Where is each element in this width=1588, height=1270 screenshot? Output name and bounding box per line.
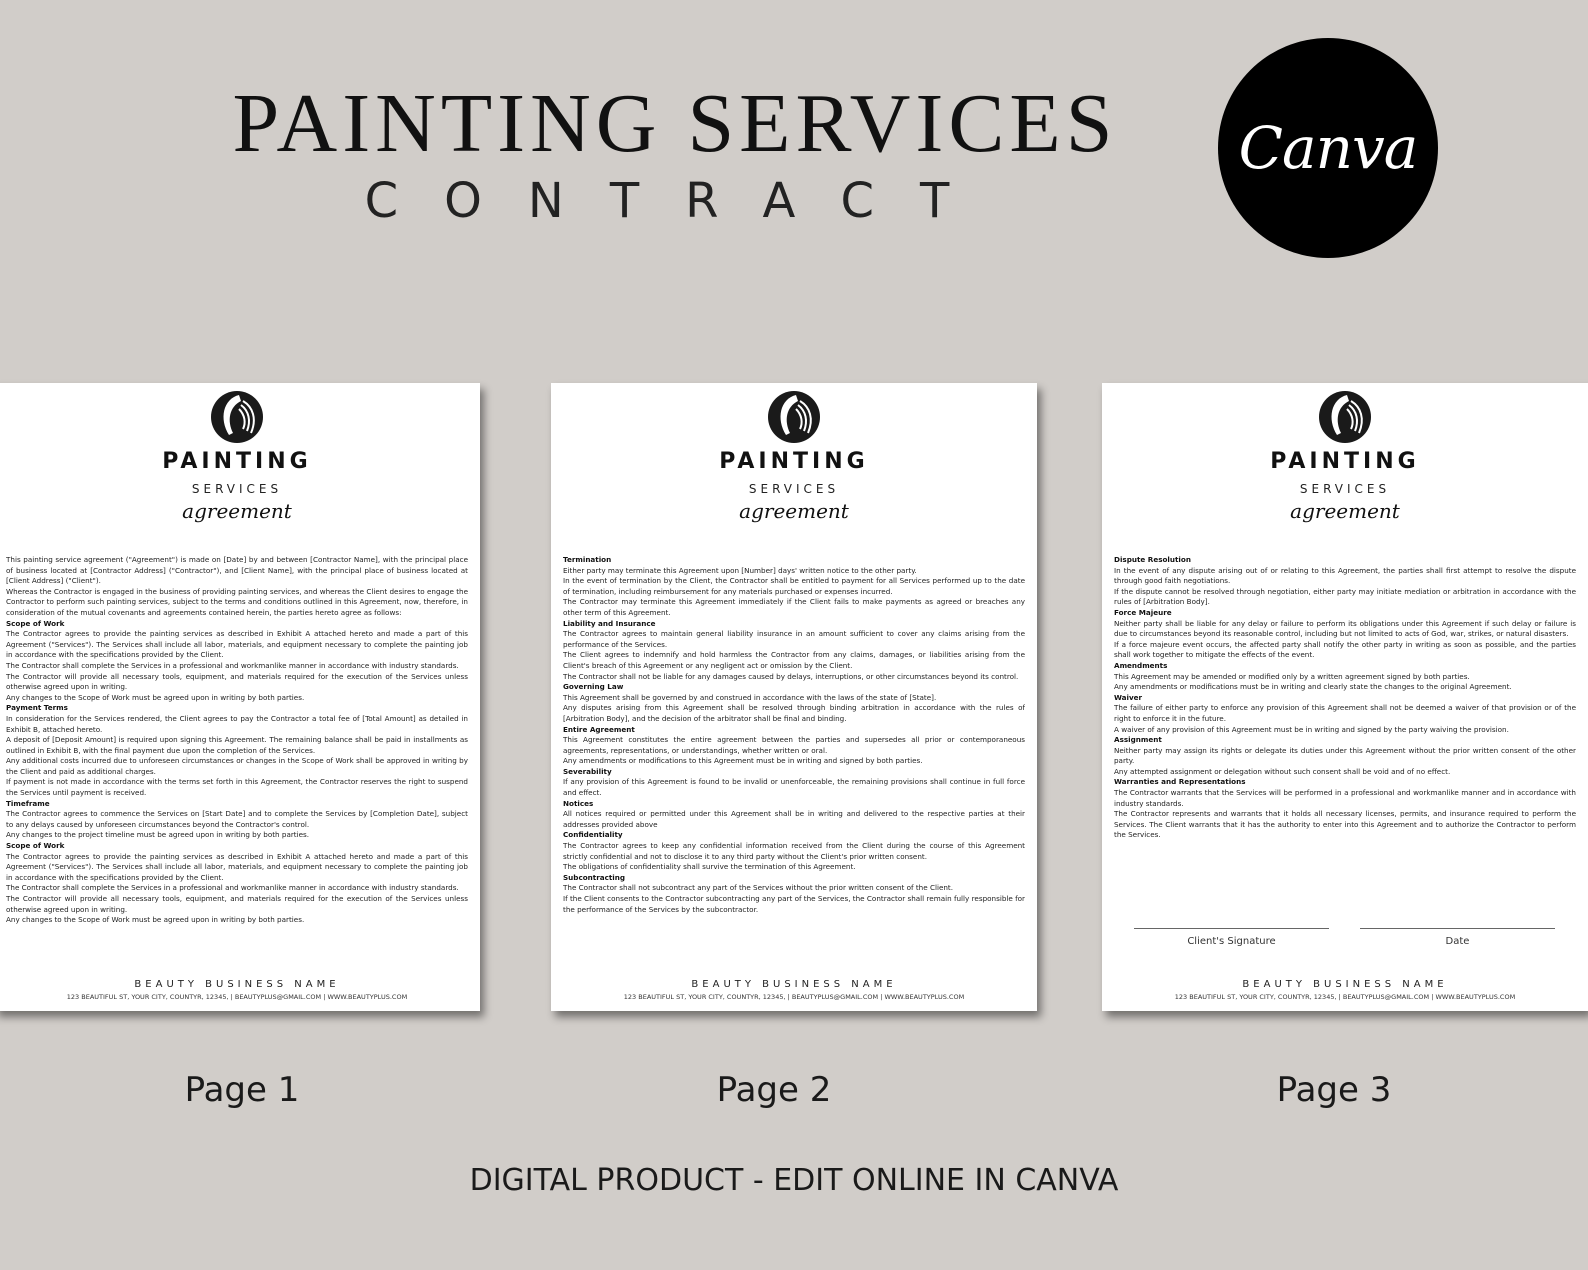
section-heading: Entire Agreement	[563, 724, 635, 734]
woman-profile-logo-icon	[1317, 389, 1373, 445]
paragraph: The Contractor will provide all necessary tools, equipment, and materials required for the execution of the Services unless otherwise agreed upon in writing.	[6, 671, 468, 692]
paragraph: If payment is not made in accordance with the terms set forth in this Agreement, the Contractor reserves the right to suspend the Services until payment is received.	[6, 777, 468, 798]
paragraph: The Contractor represents and warrants that it holds all necessary licenses, permits, and insurance required to perform the Services. The Client warrants that it has the authority to enter into this Agreement and to authorize the Contractor to perform the Services.	[1114, 809, 1576, 840]
section-heading: Timeframe	[6, 798, 50, 808]
main-subtitle: CONTRACT	[364, 173, 996, 229]
date-signature-line[interactable]	[1360, 928, 1555, 929]
page-heading: PAINTING	[719, 449, 869, 474]
paragraph: If the dispute cannot be resolved through negotiation, either party may initiate mediation or arbitration in accordance with the rules of [Arbitration Body].	[1114, 586, 1576, 607]
page-script-title: agreement	[739, 499, 849, 523]
page-body	[6, 555, 468, 955]
client-signature-line[interactable]	[1134, 928, 1329, 929]
paragraph: The obligations of confidentiality shall survive the termination of this Agreement.	[563, 862, 856, 872]
paragraph: The Contractor shall complete the Services in a professional and workmanlike manner in accordance with industry standards.	[6, 660, 459, 670]
document-page-2	[551, 383, 1037, 1011]
paragraph: Neither party may assign its rights or delegate its duties under this Agreement without the prior written consent of the other party.	[1114, 745, 1576, 766]
page-body	[563, 555, 1025, 955]
page-3-label: Page 3	[1276, 1070, 1392, 1110]
paragraph: In consideration for the Services rendered, the Client agrees to pay the Contractor a total fee of [Total Amount] as detailed in Exhibit B, attached hereto.	[6, 713, 468, 734]
document-page-3	[1102, 383, 1588, 1011]
section-heading: Scope of Work	[6, 841, 65, 851]
paragraph: The Contractor agrees to provide the painting services as described in Exhibit A attached hereto and made a part of this Agreement ("Services"). The Services shall include all labor, materials, and equipment necessary to complete the painting job in accordance with the specifications provided by the Client.	[6, 851, 468, 882]
footer-address: 123 BEAUTIFUL ST, YOUR CITY, COUNTYR, 12345, | BEAUTYPLUS@GMAIL.COM | WWW.BEAUTYPLUS.COM	[1174, 993, 1516, 1001]
section-heading: Amendments	[1114, 660, 1168, 670]
section-heading: Confidentiality	[563, 830, 623, 840]
page-2-label: Page 2	[716, 1070, 832, 1110]
section-heading: Waiver	[1114, 692, 1143, 702]
page-heading: PAINTING	[162, 449, 312, 474]
woman-profile-logo-icon	[766, 389, 822, 445]
footer-business-name: BEAUTY BUSINESS NAME	[691, 979, 897, 990]
paragraph: The Contractor shall complete the Services in a professional and workmanlike manner in accordance with industry standards.	[6, 883, 459, 893]
page-subheading: SERVICES	[191, 482, 283, 496]
document-page-1	[0, 383, 480, 1011]
section-heading: Liability and Insurance	[563, 618, 656, 628]
section-heading: Dispute Resolution	[1114, 555, 1191, 564]
paragraph: The Contractor shall not subcontract any part of the Services without the prior written consent of the Client.	[563, 883, 954, 893]
page-subheading: SERVICES	[748, 482, 840, 496]
section-heading: Notices	[563, 798, 594, 808]
canva-logo-text: Canva	[1238, 114, 1418, 182]
paragraph: Neither party shall be liable for any delay or failure to perform its obligations under this Agreement if such delay or failure is due to circumstances beyond its reasonable control, including but not limited to acts of God, war, strikes, or natural disasters.	[1114, 618, 1576, 639]
paragraph: Whereas the Contractor is engaged in the business of providing painting services, and whereas the Client desires to engage the Contractor to perform such painting services, subject to the terms and conditions outlined in this Agreement, now, therefore, in consideration of the mutual covenants and agreements contained herein, the parties hereto agree as follows:	[6, 586, 468, 617]
section-heading: Governing Law	[563, 682, 624, 692]
paragraph: The Contractor will provide all necessary tools, equipment, and materials required for the execution of the Services unless otherwise agreed upon in writing.	[6, 894, 468, 914]
paragraph: The Client agrees to indemnify and hold harmless the Contractor from any claims, damages, or liabilities arising from the Client's breach of this Agreement or any negligent act or omission by the Client.	[563, 650, 1025, 670]
paragraph: The Contractor shall not be liable for any damages caused by delays, interruptions, or other circumstances beyond its control.	[563, 671, 1019, 681]
digital-product-caption: DIGITAL PRODUCT - EDIT ONLINE IN CANVA	[469, 1163, 1119, 1198]
paragraph: This Agreement constitutes the entire agreement between the parties and supersedes all prior or contemporaneous agreements, representations, or understandings, whether written or oral.	[563, 735, 1025, 755]
paragraph: Any attempted assignment or delegation without such consent shall be void and of no effect.	[1114, 766, 1451, 776]
page-body	[1114, 555, 1576, 955]
client-signature-label: Client's Signature	[1187, 936, 1276, 947]
section-heading: Assignment	[1114, 735, 1162, 745]
page-script-title: agreement	[182, 499, 292, 523]
paragraph: If the Client consents to the Contractor subcontracting any part of the Services, the Contractor shall remain fully responsible for the performance of the Services by the subcontractor.	[563, 894, 1025, 914]
section-heading: Warranties and Representations	[1114, 777, 1246, 787]
paragraph: A deposit of [Deposit Amount] is required upon signing this Agreement. The remaining balance shall be paid in installments as outlined in Exhibit B, with the final payment due upon the completion of the Services.	[6, 735, 468, 755]
paragraph: If any provision of this Agreement is found to be invalid or unenforceable, the remaining provisions shall continue in full force and effect.	[563, 777, 1025, 798]
section-heading: Severability	[563, 766, 612, 776]
paragraph: Any disputes arising from this Agreement shall be resolved through binding arbitration in accordance with the rules of [Arbitration Body], and the decision of the arbitrator shall be final and binding.	[563, 703, 1025, 723]
main-title: PAINTING SERVICES	[232, 77, 1118, 170]
paragraph: The Contractor warrants that the Services will be performed in a professional and workmanlike manner and in accordance with industry standards.	[1114, 788, 1576, 808]
paragraph: Any additional costs incurred due to unforeseen circumstances or changes in the Scope of Work shall be approved in writing by the Client and paid as additional charges.	[6, 756, 468, 776]
paragraph: Any amendments or modifications to this Agreement must be in writing and signed by both parties.	[563, 756, 923, 766]
paragraph: Either party may terminate this Agreement upon [Number] days' written notice to the other party.	[563, 565, 917, 575]
paragraph: This Agreement may be amended or modified only by a written agreement signed by both parties.	[1114, 671, 1470, 681]
paragraph: A waiver of any provision of this Agreement must be in writing and signed by the party waiving the provision.	[1114, 724, 1509, 734]
page-1-label: Page 1	[184, 1070, 300, 1110]
paragraph: Any amendments or modifications must be in writing and clearly state the changes to the original Agreement.	[1114, 682, 1512, 692]
section-heading: Scope of Work	[6, 618, 65, 628]
section-heading: Termination	[563, 555, 612, 564]
page-subheading: SERVICES	[1299, 482, 1391, 496]
paragraph: This painting service agreement ("Agreement") is made on [Date] by and between [Contractor Name], with the principal place of business located at [Contractor Address] ("Contractor"), and [Client Name], with the principal place of business located at [Client Address] ("Client").	[6, 555, 468, 586]
paragraph: Any changes to the project timeline must be agreed upon in writing by both parties.	[6, 830, 310, 840]
page-heading: PAINTING	[1270, 449, 1420, 474]
footer-business-name: BEAUTY BUSINESS NAME	[134, 979, 340, 990]
page-script-title: agreement	[1290, 499, 1400, 523]
woman-profile-logo-icon	[209, 389, 265, 445]
footer-address: 123 BEAUTIFUL ST, YOUR CITY, COUNTYR, 12345, | BEAUTYPLUS@GMAIL.COM | WWW.BEAUTYPLUS.COM	[66, 993, 408, 1001]
paragraph: This Agreement shall be governed by and construed in accordance with the laws of the state of [State].	[563, 692, 937, 702]
paragraph: If a force majeure event occurs, the affected party shall notify the other party in writing as soon as possible, and the parties shall work together to mitigate the effects of the event.	[1114, 639, 1576, 660]
paragraph: The Contractor may terminate this Agreement immediately if the Client fails to make payments as agreed or breaches any other term of this Agreement.	[563, 597, 1025, 617]
canva-badge	[1218, 38, 1438, 258]
footer-business-name: BEAUTY BUSINESS NAME	[1242, 979, 1448, 990]
paragraph: The Contractor agrees to maintain general liability insurance in an amount sufficient to cover any claims arising from the performance of the Services.	[563, 629, 1025, 649]
date-label: Date	[1445, 936, 1470, 947]
footer-address: 123 BEAUTIFUL ST, YOUR CITY, COUNTYR, 12345, | BEAUTYPLUS@GMAIL.COM | WWW.BEAUTYPLUS.COM	[623, 993, 965, 1001]
paragraph: In the event of termination by the Client, the Contractor shall be entitled to payment for all Services performed up to the date of termination, including reimbursement for any materials purchased or expenses incurred.	[563, 576, 1025, 596]
paragraph: In the event of any dispute arising out of or relating to this Agreement, the parties shall first attempt to resolve the dispute through good faith negotiations.	[1114, 565, 1576, 586]
paragraph: The Contractor agrees to provide the painting services as described in Exhibit A attached hereto and made a part of this Agreement ("Services"). The Services shall include all labor, materials, and equipment necessary to complete the painting job in accordance with the specifications provided by the Client.	[6, 629, 468, 660]
section-heading: Subcontracting	[563, 872, 626, 882]
section-heading: Force Majeure	[1114, 607, 1172, 617]
paragraph: The failure of either party to enforce any provision of this Agreement shall not be deemed a waiver of that provision or of the right to enforce it in the future.	[1114, 703, 1576, 723]
paragraph: The Contractor agrees to keep any confidential information received from the Client during the course of this Agreement strictly confidential and not to disclose it to any third party without the Client's prior written consent.	[563, 841, 1025, 861]
paragraph: Any changes to the Scope of Work must be agreed upon in writing by both parties.	[6, 692, 305, 702]
paragraph: All notices required or permitted under this Agreement shall be in writing and delivered to the respective parties at their addresses provided above	[563, 809, 1025, 829]
paragraph: The Contractor agrees to commence the Services on [Start Date] and to complete the Services by [Completion Date], subject to any delays caused by unforeseen circumstances beyond the Contractor's control.	[6, 809, 468, 829]
section-heading: Payment Terms	[6, 703, 68, 713]
paragraph: Any changes to the Scope of Work must be agreed upon in writing by both parties.	[6, 915, 305, 925]
